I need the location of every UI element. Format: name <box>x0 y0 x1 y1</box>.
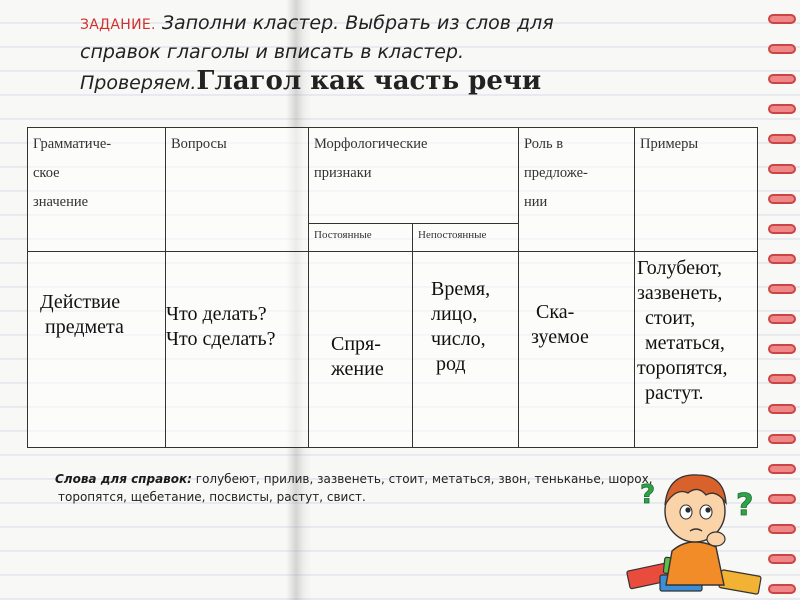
header-cell-text: признаки <box>314 165 372 181</box>
task-text-1: Заполни кластер. Выбрать из слов для <box>161 12 554 34</box>
header-cell-text: нии <box>524 194 548 210</box>
answer-text: жение <box>331 358 384 380</box>
check-label: Проверяем. <box>80 72 197 94</box>
header-role <box>519 128 635 252</box>
header-cell-text: Грамматиче- <box>33 136 112 152</box>
table-header-row <box>28 128 758 224</box>
header-cell-text: Роль в <box>524 136 564 152</box>
answer-role <box>519 252 635 448</box>
answer-text: Спря- <box>331 333 381 355</box>
answer-text: стоит, <box>645 307 696 329</box>
answer-text: лицо, <box>431 303 478 325</box>
answer-text: метаться, <box>645 332 725 354</box>
answer-text: зуемое <box>531 326 589 348</box>
header-cell-text: Примеры <box>640 136 699 152</box>
question-mark-icon: ? <box>736 488 754 523</box>
task-label: ЗАДАНИЕ. <box>80 17 156 33</box>
answer-variable <box>413 252 519 448</box>
answer-grammatical-meaning <box>28 252 166 448</box>
reference-words-list-1: голубеют, прилив, зазвенеть, стоит, метаться, звон, теньканье, шорох, <box>191 472 653 486</box>
answer-text: Действие <box>40 291 121 313</box>
header-cell-text: значение <box>33 194 89 210</box>
answer-questions <box>166 252 309 448</box>
task-line-3 <box>80 66 760 98</box>
answer-text: Ска- <box>536 301 575 323</box>
subheader-text: Непостоянные <box>418 229 487 241</box>
thinking-boy-with-books-illustration <box>620 455 770 600</box>
header-cell-text: Вопросы <box>171 136 227 152</box>
task-line-2: справок глаголы и вписать в кластер. <box>80 41 465 63</box>
answer-text: предмета <box>45 316 124 338</box>
header-examples <box>635 128 758 252</box>
answer-text: род <box>436 353 466 375</box>
header-questions <box>166 128 309 252</box>
question-mark-icon: ? <box>640 480 656 510</box>
answer-examples <box>635 252 758 448</box>
answer-text: торопятся, <box>637 357 728 379</box>
table-answer-row <box>28 252 758 448</box>
header-cell-text: предложе- <box>524 165 588 181</box>
subheader-text: Постоянные <box>314 229 372 241</box>
header-cell-text: ское <box>33 165 60 181</box>
answer-text: Что делать? <box>166 303 267 325</box>
reference-words-label: Слова для справок: <box>55 472 192 486</box>
header-variable <box>413 224 519 252</box>
task-line-1 <box>80 10 760 39</box>
answer-text: зазвенеть, <box>637 282 723 304</box>
header-cell-text: Морфологические <box>314 136 428 152</box>
answer-text: Голубеют, <box>637 257 722 279</box>
header-grammatical-meaning <box>28 128 166 252</box>
answer-text: Что сделать? <box>166 328 276 350</box>
header-morphological <box>309 128 519 224</box>
task-header <box>80 10 760 98</box>
verb-cluster-table <box>27 127 758 448</box>
reference-words-line-2: торопятся, щебетание, посвисты, растут, свист. <box>58 490 366 504</box>
answer-text: число, <box>431 328 486 350</box>
answer-constant <box>309 252 413 448</box>
page-title: Глагол как часть речи <box>196 66 542 96</box>
header-constant <box>309 224 413 252</box>
answer-text: растут. <box>645 382 704 404</box>
answer-text: Время, <box>431 278 491 300</box>
